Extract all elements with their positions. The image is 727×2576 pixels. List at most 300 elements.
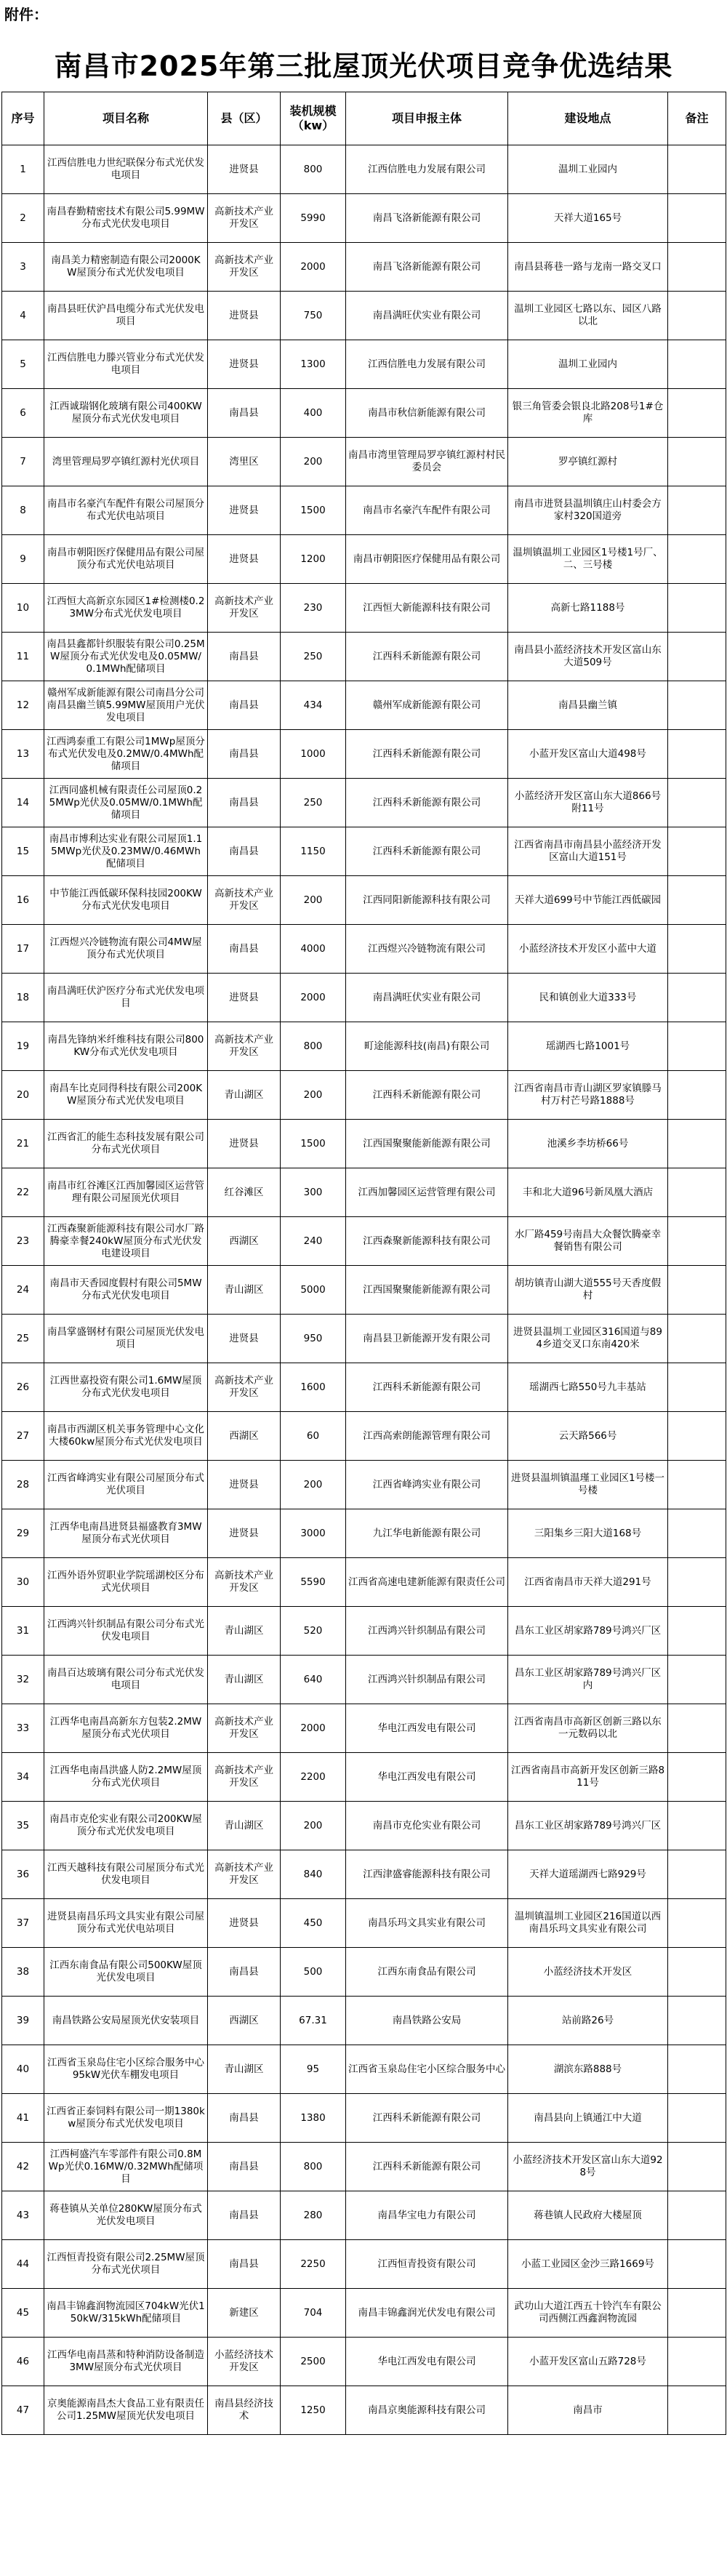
table-row <box>2 584 726 633</box>
cell-project-name: 江西鸿泰重工有限公司1MWp屋顶分布式光伏发电及0.2MW/0.4MWh配储项目 <box>44 730 208 779</box>
cell-site: 南昌县幽兰镇 <box>508 681 668 730</box>
header-project-name: 项目名称 <box>44 92 208 145</box>
cell-county: 南昌县 <box>208 2240 281 2289</box>
cell-county: 高新技术产业开发区 <box>208 1558 281 1607</box>
table-row <box>2 243 726 292</box>
cell-capacity: 520 <box>281 1607 346 1656</box>
cell-project-name: 江西东南食品有限公司500KW屋顶光伏发电项目 <box>44 1948 208 1997</box>
cell-county: 南昌县 <box>208 1948 281 1997</box>
cell-site: 胡坊镇青山湖大道555号天香度假村 <box>508 1266 668 1315</box>
cell-site: 进贤县温圳工业园区316国道与894乡道交叉口东南420米 <box>508 1315 668 1363</box>
table-header-row <box>2 92 726 145</box>
cell-capacity: 800 <box>281 2143 346 2191</box>
cell-owner: 南昌京奥能源科技有限公司 <box>346 2386 508 2435</box>
cell-project-name: 江西信胜电力滕兴管业分布式光伏发电项目 <box>44 340 208 389</box>
cell-capacity: 2000 <box>281 1704 346 1753</box>
cell-seq: 16 <box>2 876 44 925</box>
cell-seq: 36 <box>2 1850 44 1899</box>
results-table <box>1 92 726 2435</box>
cell-project-name: 中节能江西低碳环保科技园200KW分布式光伏发电项目 <box>44 876 208 925</box>
cell-project-name: 江西省玉泉岛住宅小区综合服务中心95kW光伏车棚发电项目 <box>44 2045 208 2094</box>
cell-note <box>668 535 726 584</box>
cell-site: 小蓝经济技术开发区小蓝中大道 <box>508 925 668 974</box>
page-title: 南昌市2025年第三批屋顶光伏项目竞争优选结果 <box>54 50 673 82</box>
cell-site: 进贤县温圳镇温瑾工业园区1号楼一号楼 <box>508 1461 668 1509</box>
cell-owner: 江西省峰鸿实业有限公司 <box>346 1461 508 1509</box>
cell-seq: 2 <box>2 194 44 243</box>
cell-project-name: 江西世嘉投资有限公司1.6MW屋顶分布式光伏发电项目 <box>44 1363 208 1412</box>
cell-site: 南昌县向上镇通江中大道 <box>508 2094 668 2143</box>
cell-site: 江西省南昌市天祥大道291号 <box>508 1558 668 1607</box>
cell-seq: 44 <box>2 2240 44 2289</box>
cell-county: 进贤县 <box>208 292 281 340</box>
table-row <box>2 681 726 730</box>
cell-capacity: 200 <box>281 876 346 925</box>
table-row <box>2 389 726 438</box>
table-row <box>2 535 726 584</box>
cell-county: 进贤县 <box>208 1899 281 1948</box>
cell-note <box>668 1120 726 1168</box>
cell-seq: 29 <box>2 1509 44 1558</box>
cell-capacity: 250 <box>281 633 346 681</box>
cell-owner: 江西鸿兴针织制品有限公司 <box>346 1656 508 1704</box>
cell-site: 小蓝工业园区金沙三路1669号 <box>508 2240 668 2289</box>
cell-note <box>668 243 726 292</box>
cell-county: 高新技术产业开发区 <box>208 1704 281 1753</box>
cell-seq: 35 <box>2 1802 44 1850</box>
table-row <box>2 925 726 974</box>
table-row <box>2 1656 726 1704</box>
cell-note <box>668 340 726 389</box>
table-row <box>2 1899 726 1948</box>
cell-owner: 江西鸿兴针织制品有限公司 <box>346 1607 508 1656</box>
attachment-label: 附件： <box>4 6 48 23</box>
cell-project-name: 江西森聚新能源科技有限公司水厂路腾豪幸餐240kW屋顶分布式光伏发电建设项目 <box>44 1217 208 1266</box>
cell-owner: 江西科禾新能源有限公司 <box>346 779 508 827</box>
cell-site: 云天路566号 <box>508 1412 668 1461</box>
table-row <box>2 1461 726 1509</box>
cell-project-name: 江西恒大高新京东园区1#检测楼0.23MW分布式光伏发电项目 <box>44 584 208 633</box>
cell-county: 青山湖区 <box>208 1802 281 1850</box>
cell-capacity: 2250 <box>281 2240 346 2289</box>
cell-note <box>668 2289 726 2338</box>
cell-site: 温圳工业园区七路以东、园区八路以北 <box>508 292 668 340</box>
header-capacity: 装机规模（kw） <box>281 92 346 145</box>
cell-site: 温圳镇温圳工业园区216国道以西南昌乐玛文具实业有限公司 <box>508 1899 668 1948</box>
cell-project-name: 江西信胜电力世纪联保分布式光伏发电项目 <box>44 145 208 194</box>
cell-owner: 江西科禾新能源有限公司 <box>346 2143 508 2191</box>
cell-project-name: 江西诚瑞钢化玻璃有限公司400KW屋顶分布式光伏发电项目 <box>44 389 208 438</box>
cell-note <box>668 1412 726 1461</box>
cell-county: 湾里区 <box>208 438 281 486</box>
cell-note <box>668 1850 726 1899</box>
cell-site: 南昌市 <box>508 2386 668 2435</box>
cell-county: 红谷滩区 <box>208 1168 281 1217</box>
table-row <box>2 1120 726 1168</box>
cell-county: 新建区 <box>208 2289 281 2338</box>
cell-seq: 45 <box>2 2289 44 2338</box>
cell-project-name: 湾里管理局罗亭镇红源村光伏项目 <box>44 438 208 486</box>
cell-owner: 赣州军成新能源有限公司 <box>346 681 508 730</box>
cell-project-name: 南昌县旺伏沪昌电缆分布式光伏发电项目 <box>44 292 208 340</box>
table-row <box>2 1558 726 1607</box>
cell-capacity: 1380 <box>281 2094 346 2143</box>
cell-owner: 江西恒青投资有限公司 <box>346 2240 508 2289</box>
cell-project-name: 南昌满旺伏沪医疗分布式光伏发电项目 <box>44 974 208 1022</box>
table-row <box>2 1022 726 1071</box>
cell-county: 高新技术产业开发区 <box>208 1022 281 1071</box>
cell-site: 天祥大道165号 <box>508 194 668 243</box>
cell-project-name: 江西煜兴冷链物流有限公司4MW屋顶分布式光伏项目 <box>44 925 208 974</box>
table-row <box>2 194 726 243</box>
cell-seq: 20 <box>2 1071 44 1120</box>
cell-project-name: 江西鸿兴针织制品有限公司分布式光伏发电项目 <box>44 1607 208 1656</box>
cell-owner: 南昌市秋信新能源有限公司 <box>346 389 508 438</box>
cell-note <box>668 974 726 1022</box>
cell-project-name: 京奥能源南昌杰大食品工业有限责任公司1.25MW屋顶光伏发电项目 <box>44 2386 208 2435</box>
cell-site: 小蓝开发区富山大道498号 <box>508 730 668 779</box>
cell-project-name: 南昌车比克同得科技有限公司200KW屋顶分布式光伏发电项目 <box>44 1071 208 1120</box>
cell-site: 丰和北大道96号新凤凰大酒店 <box>508 1168 668 1217</box>
cell-capacity: 1600 <box>281 1363 346 1412</box>
table-row <box>2 486 726 535</box>
table-row <box>2 1948 726 1997</box>
cell-seq: 25 <box>2 1315 44 1363</box>
cell-county: 南昌县 <box>208 681 281 730</box>
cell-capacity: 5000 <box>281 1266 346 1315</box>
cell-project-name: 江西外语外贸职业学院瑶湖校区分布式光伏项目 <box>44 1558 208 1607</box>
cell-county: 西湖区 <box>208 1412 281 1461</box>
cell-owner: 南昌市名豪汽车配件有限公司 <box>346 486 508 535</box>
cell-capacity: 800 <box>281 1022 346 1071</box>
cell-note <box>668 1899 726 1948</box>
cell-seq: 17 <box>2 925 44 974</box>
cell-capacity: 1500 <box>281 1120 346 1168</box>
cell-site: 昌东工业区胡家路789号鸿兴厂区 <box>508 1607 668 1656</box>
cell-site: 南昌县蒋巷一路与龙南一路交叉口 <box>508 243 668 292</box>
cell-county: 高新技术产业开发区 <box>208 876 281 925</box>
cell-site: 池溪乡李坊桥66号 <box>508 1120 668 1168</box>
cell-note <box>668 1217 726 1266</box>
cell-note <box>668 194 726 243</box>
cell-capacity: 300 <box>281 1168 346 1217</box>
cell-note <box>668 1315 726 1363</box>
cell-seq: 18 <box>2 974 44 1022</box>
cell-seq: 46 <box>2 2338 44 2386</box>
cell-seq: 39 <box>2 1997 44 2045</box>
cell-owner: 华电江西发电有限公司 <box>346 2338 508 2386</box>
cell-project-name: 江西华电南昌蒸和特种消防设备制造3MW屋顶分布式光伏项目 <box>44 2338 208 2386</box>
cell-seq: 21 <box>2 1120 44 1168</box>
cell-project-name: 江西同盛机械有限责任公司屋顶0.25MWp光伏及0.05MW/0.1MWh配储项目 <box>44 779 208 827</box>
cell-county: 高新技术产业开发区 <box>208 1363 281 1412</box>
cell-county: 南昌县 <box>208 2143 281 2191</box>
cell-county: 高新技术产业开发区 <box>208 194 281 243</box>
cell-site: 蒋巷镇人民政府大楼屋顶 <box>508 2191 668 2240</box>
cell-capacity: 95 <box>281 2045 346 2094</box>
cell-site: 天祥大道瑶湖西七路929号 <box>508 1850 668 1899</box>
cell-project-name: 进贤县南昌乐玛文具实业有限公司屋顶分布式光伏电站项目 <box>44 1899 208 1948</box>
table-row <box>2 1704 726 1753</box>
cell-county: 进贤县 <box>208 1315 281 1363</box>
cell-capacity: 4000 <box>281 925 346 974</box>
cell-site: 小蓝经济开发区富山东大道866号附11号 <box>508 779 668 827</box>
cell-owner: 江西科禾新能源有限公司 <box>346 633 508 681</box>
table-row <box>2 1315 726 1363</box>
cell-project-name: 赣州军成新能源有限公司南昌分公司南昌县幽兰镇5.99MW屋顶用户光伏发电项目 <box>44 681 208 730</box>
table-row <box>2 974 726 1022</box>
cell-capacity: 240 <box>281 1217 346 1266</box>
cell-capacity: 200 <box>281 1071 346 1120</box>
table-row <box>2 1168 726 1217</box>
cell-site: 银三角管委会银良北路208号1#仓库 <box>508 389 668 438</box>
cell-capacity: 67.31 <box>281 1997 346 2045</box>
cell-note <box>668 1461 726 1509</box>
table-row <box>2 1997 726 2045</box>
cell-project-name: 江西省汇的能生态科技发展有限公司分布式光伏项目 <box>44 1120 208 1168</box>
cell-note <box>668 1168 726 1217</box>
cell-project-name: 江西省峰鸿实业有限公司屋顶分布式光伏项目 <box>44 1461 208 1509</box>
cell-capacity: 1200 <box>281 535 346 584</box>
cell-project-name: 南昌市克伦实业有限公司200KW屋顶分布式光伏发电项目 <box>44 1802 208 1850</box>
header-owner: 项目申报主体 <box>346 92 508 145</box>
table-row <box>2 1607 726 1656</box>
cell-county: 进贤县 <box>208 1120 281 1168</box>
cell-project-name: 南昌市天香园度假村有限公司5MW分布式光伏发电项目 <box>44 1266 208 1315</box>
cell-seq: 31 <box>2 1607 44 1656</box>
table-row <box>2 1850 726 1899</box>
cell-site: 小蓝经济技术开发区 <box>508 1948 668 1997</box>
cell-capacity: 800 <box>281 145 346 194</box>
cell-county: 南昌县 <box>208 779 281 827</box>
cell-capacity: 5590 <box>281 1558 346 1607</box>
cell-project-name: 南昌市名豪汽车配件有限公司屋顶分布式光伏电站项目 <box>44 486 208 535</box>
cell-owner: 江西省玉泉岛住宅小区综合服务中心 <box>346 2045 508 2094</box>
cell-project-name: 南昌市朝阳医疗保健用品有限公司屋顶分布式光伏电站项目 <box>44 535 208 584</box>
cell-site: 三阳集乡三阳大道168号 <box>508 1509 668 1558</box>
cell-seq: 6 <box>2 389 44 438</box>
cell-owner: 江西信胜电力发展有限公司 <box>346 145 508 194</box>
cell-note <box>668 1363 726 1412</box>
cell-note <box>668 1558 726 1607</box>
cell-project-name: 江西恒青投资有限公司2.25MW屋顶分布式光伏项目 <box>44 2240 208 2289</box>
cell-county: 南昌县 <box>208 633 281 681</box>
table-row <box>2 438 726 486</box>
table-row <box>2 1071 726 1120</box>
cell-county: 南昌县 <box>208 730 281 779</box>
cell-county: 进贤县 <box>208 486 281 535</box>
cell-county: 青山湖区 <box>208 1656 281 1704</box>
cell-county: 进贤县 <box>208 535 281 584</box>
cell-owner: 江西煜兴冷链物流有限公司 <box>346 925 508 974</box>
cell-capacity: 2500 <box>281 2338 346 2386</box>
cell-seq: 33 <box>2 1704 44 1753</box>
cell-project-name: 南昌市红谷滩区江西加馨园区运营管理有限公司屋顶光伏项目 <box>44 1168 208 1217</box>
cell-project-name: 江西华电南昌洪盛人防2.2MW屋顶分布式光伏项目 <box>44 1753 208 1802</box>
cell-seq: 14 <box>2 779 44 827</box>
cell-project-name: 南昌先锋纳米纤维科技有限公司800KW分布式光伏发电项目 <box>44 1022 208 1071</box>
cell-note <box>668 486 726 535</box>
cell-note <box>668 2045 726 2094</box>
cell-owner: 江西高索朗能源管理有限公司 <box>346 1412 508 1461</box>
cell-note <box>668 827 726 876</box>
cell-county: 高新技术产业开发区 <box>208 584 281 633</box>
cell-seq: 19 <box>2 1022 44 1071</box>
cell-site: 南昌县小蓝经济技术开发区富山东大道509号 <box>508 633 668 681</box>
cell-project-name: 南昌铁路公安局屋顶光伏安装项目 <box>44 1997 208 2045</box>
cell-owner: 南昌市朝阳医疗保健用品有限公司 <box>346 535 508 584</box>
cell-seq: 30 <box>2 1558 44 1607</box>
table-row <box>2 1217 726 1266</box>
table-row <box>2 1509 726 1558</box>
cell-project-name: 江西省正泰饲料有限公司一期1380kw屋顶分布式光伏发电项目 <box>44 2094 208 2143</box>
table-row <box>2 2240 726 2289</box>
cell-county: 进贤县 <box>208 1509 281 1558</box>
cell-note <box>668 1802 726 1850</box>
cell-note <box>668 1509 726 1558</box>
cell-seq: 11 <box>2 633 44 681</box>
cell-site: 昌东工业区胡家路789号鸿兴厂区内 <box>508 1656 668 1704</box>
cell-site: 瑶湖西七路1001号 <box>508 1022 668 1071</box>
cell-site: 小蓝经济技术开发区富山东大道928号 <box>508 2143 668 2191</box>
cell-county: 进贤县 <box>208 1461 281 1509</box>
cell-seq: 40 <box>2 2045 44 2094</box>
table-row <box>2 145 726 194</box>
cell-site: 昌东工业区胡家路789号鸿兴厂区 <box>508 1802 668 1850</box>
cell-owner: 九江华电新能源有限公司 <box>346 1509 508 1558</box>
cell-seq: 37 <box>2 1899 44 1948</box>
cell-county: 西湖区 <box>208 1217 281 1266</box>
cell-site: 温圳工业园内 <box>508 145 668 194</box>
cell-note <box>668 1753 726 1802</box>
cell-county: 高新技术产业开发区 <box>208 243 281 292</box>
cell-seq: 47 <box>2 2386 44 2435</box>
table-row <box>2 2338 726 2386</box>
cell-site: 瑶湖西七路550号九丰基站 <box>508 1363 668 1412</box>
cell-owner: 南昌市克伦实业有限公司 <box>346 1802 508 1850</box>
cell-owner: 江西恒大新能源科技有限公司 <box>346 584 508 633</box>
cell-project-name: 蒋巷镇从关单位280KW屋顶分布式光伏发电项目 <box>44 2191 208 2240</box>
table-row <box>2 633 726 681</box>
cell-project-name: 南昌美力精密制造有限公司2000KW屋顶分布式光伏发电项目 <box>44 243 208 292</box>
cell-seq: 26 <box>2 1363 44 1412</box>
cell-seq: 1 <box>2 145 44 194</box>
cell-site: 水厂路459号南昌大众餐饮腾豪幸餐销售有限公司 <box>508 1217 668 1266</box>
cell-project-name: 南昌县鑫都针织服装有限公司0.25MW屋顶分布式光伏发电及0.05MW/0.1MWh配储项目 <box>44 633 208 681</box>
cell-seq: 3 <box>2 243 44 292</box>
cell-note <box>668 1948 726 1997</box>
table-row <box>2 827 726 876</box>
cell-project-name: 南昌市西湖区机关事务管理中心文化大楼60kw屋顶分布式光伏发电项目 <box>44 1412 208 1461</box>
cell-note <box>668 438 726 486</box>
cell-owner: 江西信胜电力发展有限公司 <box>346 340 508 389</box>
cell-owner: 江西科禾新能源有限公司 <box>346 1071 508 1120</box>
cell-seq: 4 <box>2 292 44 340</box>
cell-seq: 24 <box>2 1266 44 1315</box>
cell-county: 西湖区 <box>208 1997 281 2045</box>
table-row <box>2 2094 726 2143</box>
cell-seq: 42 <box>2 2143 44 2191</box>
cell-capacity: 1300 <box>281 340 346 389</box>
cell-project-name: 江西华电南昌进贤县福盛教育3MW屋顶分布式光伏项目 <box>44 1509 208 1558</box>
cell-site: 江西省南昌市青山湖区罗家镇滕马村万村芒号路1888号 <box>508 1071 668 1120</box>
cell-county: 青山湖区 <box>208 1266 281 1315</box>
cell-note <box>668 2338 726 2386</box>
cell-site: 高新七路1188号 <box>508 584 668 633</box>
cell-note <box>668 1656 726 1704</box>
cell-owner: 南昌县卫新能源开发有限公司 <box>346 1315 508 1363</box>
cell-county: 南昌县 <box>208 2191 281 2240</box>
cell-seq: 34 <box>2 1753 44 1802</box>
cell-note <box>668 2143 726 2191</box>
table-row <box>2 1266 726 1315</box>
cell-owner: 华电江西发电有限公司 <box>346 1753 508 1802</box>
table-row <box>2 1753 726 1802</box>
cell-site: 罗亭镇红源村 <box>508 438 668 486</box>
cell-site: 民和镇创业大道333号 <box>508 974 668 1022</box>
cell-site: 江西省南昌市高新开发区创新三路811号 <box>508 1753 668 1802</box>
table-row <box>2 2045 726 2094</box>
table-row <box>2 2143 726 2191</box>
cell-site: 江西省南昌市高新区创新三路以东一元数码以北 <box>508 1704 668 1753</box>
cell-capacity: 230 <box>281 584 346 633</box>
cell-seq: 7 <box>2 438 44 486</box>
table-row <box>2 1412 726 1461</box>
cell-site: 温圳工业园内 <box>508 340 668 389</box>
cell-county: 进贤县 <box>208 974 281 1022</box>
cell-county: 进贤县 <box>208 145 281 194</box>
table-row <box>2 2386 726 2435</box>
table-row <box>2 292 726 340</box>
cell-project-name: 南昌丰锦鑫润物流园区704kW光伏150kW/315kWh配储项目 <box>44 2289 208 2338</box>
header-seq: 序号 <box>2 92 44 145</box>
cell-county: 青山湖区 <box>208 1071 281 1120</box>
cell-owner: 南昌飞洛新能源有限公司 <box>346 243 508 292</box>
cell-owner: 南昌满旺伏实业有限公司 <box>346 974 508 1022</box>
cell-seq: 15 <box>2 827 44 876</box>
cell-note <box>668 145 726 194</box>
cell-note <box>668 1997 726 2045</box>
cell-owner: 江西国聚聚能新能源有限公司 <box>346 1266 508 1315</box>
header-site: 建设地点 <box>508 92 668 145</box>
header-county: 县（区） <box>208 92 281 145</box>
cell-owner: 江西科禾新能源有限公司 <box>346 2094 508 2143</box>
cell-capacity: 60 <box>281 1412 346 1461</box>
cell-site: 小蓝开发区富山五路728号 <box>508 2338 668 2386</box>
cell-capacity: 280 <box>281 2191 346 2240</box>
table-body <box>2 145 726 2435</box>
cell-project-name: 南昌百达玻璃有限公司分布式光伏发电项目 <box>44 1656 208 1704</box>
cell-capacity: 840 <box>281 1850 346 1899</box>
cell-owner: 町途能源科技(南昌)有限公司 <box>346 1022 508 1071</box>
cell-seq: 32 <box>2 1656 44 1704</box>
cell-county: 南昌县经济技术 <box>208 2386 281 2435</box>
cell-capacity: 500 <box>281 1948 346 1997</box>
cell-county: 进贤县 <box>208 340 281 389</box>
table-row <box>2 2289 726 2338</box>
cell-county: 青山湖区 <box>208 1607 281 1656</box>
cell-owner: 南昌市湾里管理局罗亭镇红源村村民委员会 <box>346 438 508 486</box>
cell-seq: 22 <box>2 1168 44 1217</box>
cell-seq: 23 <box>2 1217 44 1266</box>
cell-capacity: 704 <box>281 2289 346 2338</box>
table-row <box>2 730 726 779</box>
cell-owner: 江西同阳新能源科技有限公司 <box>346 876 508 925</box>
cell-note <box>668 925 726 974</box>
cell-owner: 江西东南食品有限公司 <box>346 1948 508 1997</box>
cell-owner: 南昌飞洛新能源有限公司 <box>346 194 508 243</box>
header-note: 备注 <box>668 92 726 145</box>
